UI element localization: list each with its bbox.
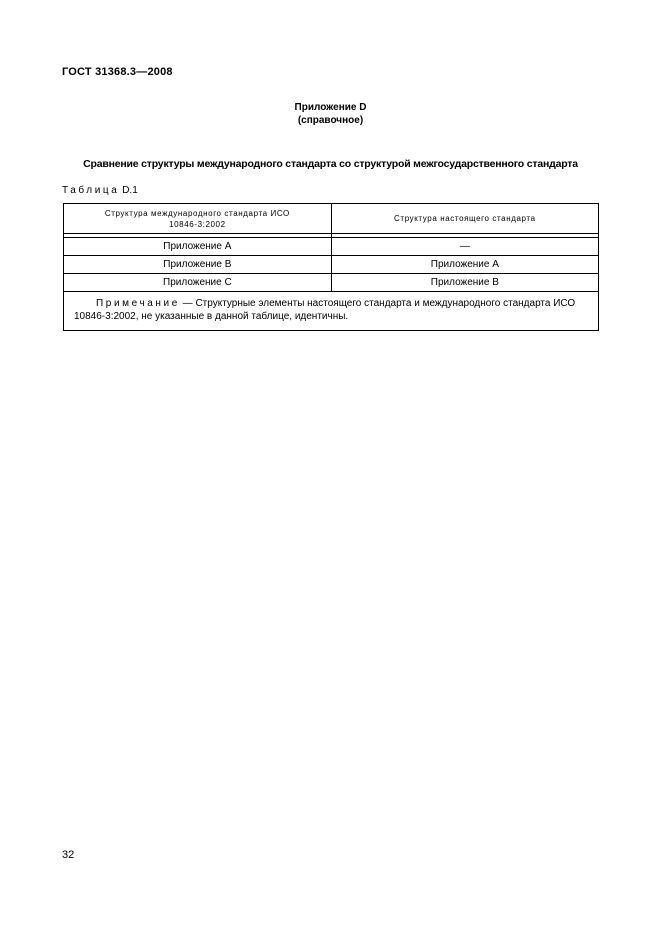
table-cell: Приложение С: [64, 274, 332, 292]
table-caption-number: D.1: [122, 185, 138, 196]
appendix-heading: [0, 101, 661, 127]
comparison-table: [63, 203, 599, 331]
appendix-title: Приложение D: [294, 102, 367, 113]
note-label: Примечание: [96, 298, 180, 309]
page-number: 32: [62, 849, 75, 861]
table-row: [64, 256, 599, 274]
table-cell: Приложение А: [64, 238, 332, 256]
document-code: ГОСТ 31368.3—2008: [62, 66, 173, 78]
table-row: [64, 274, 599, 292]
table-row: [64, 238, 599, 256]
table-cell: —: [331, 238, 598, 256]
column-header-international: [64, 204, 332, 234]
column-header-international-label: Структура международного стандарта ИСО 10846-3:2002: [104, 208, 290, 229]
table-caption: [62, 185, 138, 196]
note-text: — Структурные элементы настоящего стандарта и международного стандарта ИСО 10846-3:2002, не указанные в данной таблице, идентичны.: [74, 298, 576, 322]
column-header-national: Структура настоящего стандарта: [331, 204, 598, 234]
table-cell: Приложение В: [331, 274, 598, 292]
appendix-kind: (справочное): [297, 115, 364, 126]
table-note: [64, 292, 599, 331]
table-note-row: [64, 292, 599, 331]
table-cell: Приложение В: [64, 256, 332, 274]
table-cell: Приложение А: [331, 256, 598, 274]
table-header-row: [64, 204, 599, 234]
table-caption-word: Таблица: [62, 185, 120, 196]
section-title: Сравнение структуры международного стандарта со структурой межгосударственного стандарта: [83, 158, 578, 170]
